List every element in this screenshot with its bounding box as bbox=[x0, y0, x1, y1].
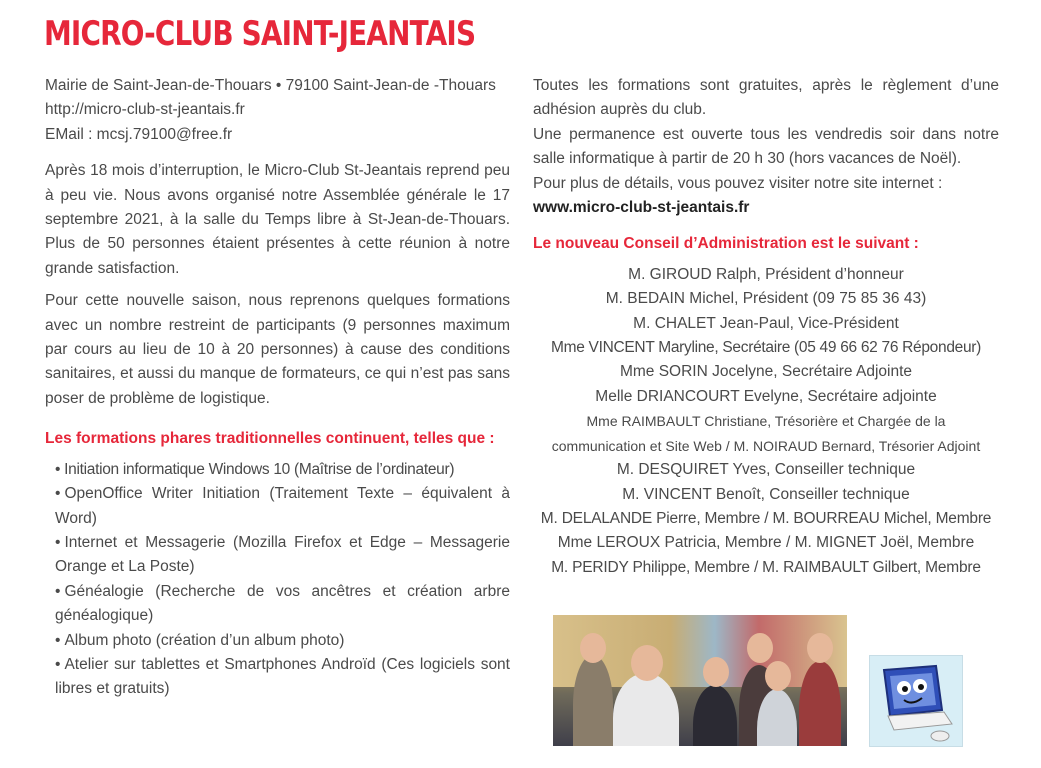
member-line: M. DELALANDE Pierre, Membre / M. BOURREAU Michel, Membre bbox=[540, 509, 992, 527]
member-line: Mme RAIMBAULT Christiane, Trésorière et Chargée de la bbox=[586, 413, 946, 430]
left-column bbox=[45, 74, 510, 702]
list-item: • Internet et Messagerie (Mozilla Firefox et Edge – Messagerie Orange et La Poste) bbox=[55, 533, 510, 576]
permanence-paragraph: Une permanence est ouverte tous les vendredis soir dans notre salle informatique à partir de 20 h 30 (hors vacances de Noël). bbox=[533, 125, 999, 168]
member-line: M. BEDAIN Michel, Président (09 75 85 36 43) bbox=[605, 290, 927, 308]
page-title: MICRO-CLUB SAINT-JEANTAIS bbox=[44, 14, 476, 54]
details-paragraph: Pour plus de détails, vous pouvez visiter notre site internet : bbox=[533, 174, 943, 192]
member-line: Melle DRIANCOURT Evelyne, Secrétaire adjointe bbox=[595, 387, 937, 405]
list-item: • Atelier sur tablettes et Smartphones Androïd (Ces logiciels sont libres et gratuits) bbox=[55, 655, 510, 698]
list-item: • Initiation informatique Windows 10 (Maîtrise de l’ordinateur) bbox=[55, 460, 455, 478]
computer-mascot-icon bbox=[869, 655, 963, 747]
intro-paragraph: Après 18 mois d’interruption, le Micro-Club St-Jeantais reprend peu à peu vie. Nous avons organisé notre Assemblée générale le 17 septembre 2021, à la salle du Temps libre à St-Jean-de-Thouars. Plus de 50 personnes étaient présentes à cette réunion à notre grande satisfaction. bbox=[45, 162, 510, 277]
member-line: Mme VINCENT Maryline, Secrétaire (05 49 66 62 76 Répondeur) bbox=[551, 339, 981, 357]
list-item: • Généalogie (Recherche de vos ancêtres et création arbre généalogique) bbox=[55, 582, 510, 625]
group-photo bbox=[553, 615, 847, 746]
free-paragraph: Toutes les formations sont gratuites, après le règlement d’une adhésion auprès du club. bbox=[533, 77, 999, 119]
member-line: Mme LEROUX Patricia, Membre / M. MIGNET Joël, Membre bbox=[557, 534, 975, 552]
address-line: Mairie de Saint-Jean-de-Thouars • 79100 Saint-Jean-de -Thouars bbox=[45, 77, 496, 94]
member-line: M. CHALET Jean-Paul, Vice-Président bbox=[633, 314, 899, 332]
site-link[interactable]: www.micro-club-st-jeantais.fr bbox=[533, 199, 750, 217]
list-item: • Album photo (création d’un album photo) bbox=[55, 631, 345, 649]
right-column bbox=[533, 74, 999, 580]
member-line: M. DESQUIRET Yves, Conseiller technique bbox=[616, 461, 916, 479]
season-paragraph: Pour cette nouvelle saison, nous reprenons quelques formations avec un nombre restreint de participants (9 personnes maximum par cours au lieu de 10 à 20 personnes) à cause des conditions sanitaires, et aussi du manque de formateurs, ce qui n’est pas sans poser de problème de logistique. bbox=[45, 292, 510, 407]
member-line: communication et Site Web / M. NOIRAUD Bernard, Trésorier Adjoint bbox=[551, 437, 981, 454]
member-line: M. GIROUD Ralph, Président d’honneur bbox=[628, 265, 904, 283]
formations-heading: Les formations phares traditionnelles continuent, telles que : bbox=[45, 430, 495, 448]
member-line: Mme SORIN Jocelyne, Secrétaire Adjointe bbox=[619, 363, 913, 381]
email-line[interactable]: EMail : mcsj.79100@free.fr bbox=[45, 125, 233, 143]
website-link[interactable]: http://micro-club-st-jeantais.fr bbox=[45, 101, 245, 119]
formations-list bbox=[55, 458, 510, 702]
council-heading: Le nouveau Conseil d’Administration est le suivant : bbox=[533, 235, 919, 253]
member-line: M. VINCENT Benoît, Conseiller technique bbox=[622, 485, 910, 503]
council-members bbox=[533, 263, 999, 580]
member-line: M. PERIDY Philippe, Membre / M. RAIMBAULT Gilbert, Membre bbox=[551, 558, 981, 576]
list-item: • OpenOffice Writer Initiation (Traitement Texte – équivalent à Word) bbox=[55, 485, 510, 527]
